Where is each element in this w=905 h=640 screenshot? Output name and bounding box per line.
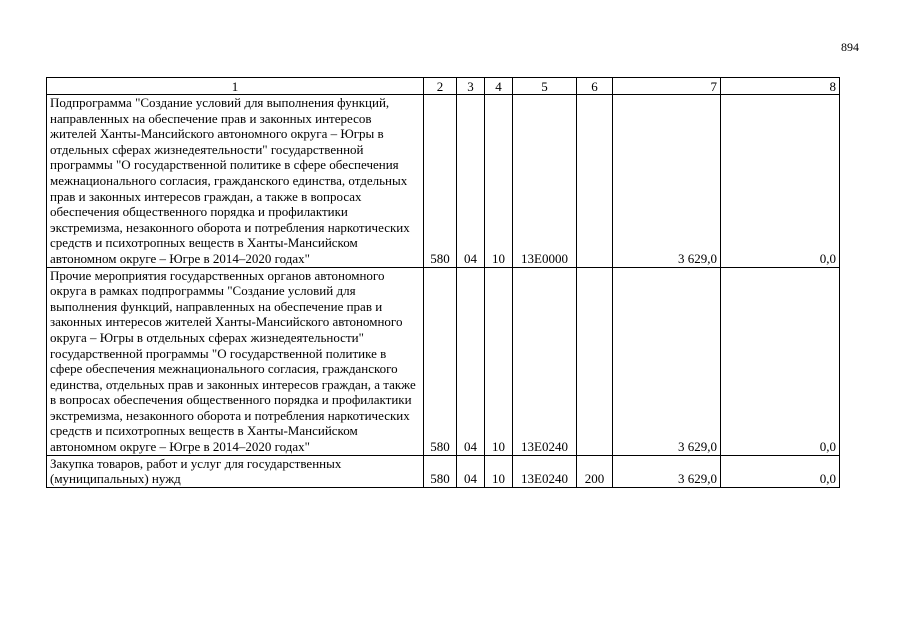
header-col-2: 2 (424, 78, 457, 95)
row-ministry-code: 580 (424, 455, 457, 487)
header-col-4: 4 (485, 78, 513, 95)
budget-table (46, 77, 840, 488)
row-target-code: 13Е0240 (513, 267, 577, 455)
row-section-code: 04 (457, 95, 485, 268)
row-expense-type: 200 (577, 455, 613, 487)
row-expense-type (577, 95, 613, 268)
header-col-5: 5 (513, 78, 577, 95)
header-col-6: 6 (577, 78, 613, 95)
header-col-7: 7 (613, 78, 721, 95)
row-name: Подпрограмма "Создание условий для выполнения функций, направленных на обеспечение прав и законных интересов жителей Ханты-Мансийского автономного округа – Югры в отдельных сферах жизнедеятельности" государственной программы "О государственной политике в сфере обеспечения межнационального согласия, гражданского единства, отдельных прав и законных интересов граждан, а также в вопросах обеспечения общественного порядка и профилактики экстремизма, незаконного оборота и потребления наркотических средств и психотропных веществ в Ханты-Мансийском автономном округе – Югре в 2014–2020 годах" (47, 95, 424, 268)
row-section-code: 04 (457, 267, 485, 455)
header-col-3: 3 (457, 78, 485, 95)
row-subsection-code: 10 (485, 95, 513, 268)
row-amount-1: 3 629,0 (613, 455, 721, 487)
table-row (47, 455, 840, 487)
row-ministry-code: 580 (424, 267, 457, 455)
row-amount-2: 0,0 (721, 267, 840, 455)
row-subsection-code: 10 (485, 267, 513, 455)
page-number: 894 (841, 40, 859, 54)
row-amount-1: 3 629,0 (613, 95, 721, 268)
row-amount-2: 0,0 (721, 95, 840, 268)
row-name: Закупка товаров, работ и услуг для государственных (муниципальных) нужд (47, 455, 424, 487)
row-target-code: 13Е0000 (513, 95, 577, 268)
table-row (47, 95, 840, 268)
header-col-1: 1 (47, 78, 424, 95)
table-row (47, 267, 840, 455)
row-target-code: 13Е0240 (513, 455, 577, 487)
header-row (47, 78, 840, 95)
row-amount-1: 3 629,0 (613, 267, 721, 455)
row-name: Прочие мероприятия государственных органов автономного округа в рамках подпрограммы "Создание условий для выполнения функций, направленных на обеспечение прав и законных интересов жителей Ханты-Мансийского автономного округа – Югры в отдельных сферах жизнедеятельности" государственной программы "О государственной политике в сфере обеспечения межнационального согласия, гражданского единства, отдельных прав и законных интересов граждан, а также в вопросах обеспечения общественного порядка и профилактики экстремизма, незаконного оборота и потребления наркотических средств и психотропных веществ в Ханты-Мансийском автономном округе – Югре в 2014–2020 годах" (47, 267, 424, 455)
header-col-8: 8 (721, 78, 840, 95)
row-ministry-code: 580 (424, 95, 457, 268)
row-subsection-code: 10 (485, 455, 513, 487)
row-amount-2: 0,0 (721, 455, 840, 487)
row-section-code: 04 (457, 455, 485, 487)
row-expense-type (577, 267, 613, 455)
